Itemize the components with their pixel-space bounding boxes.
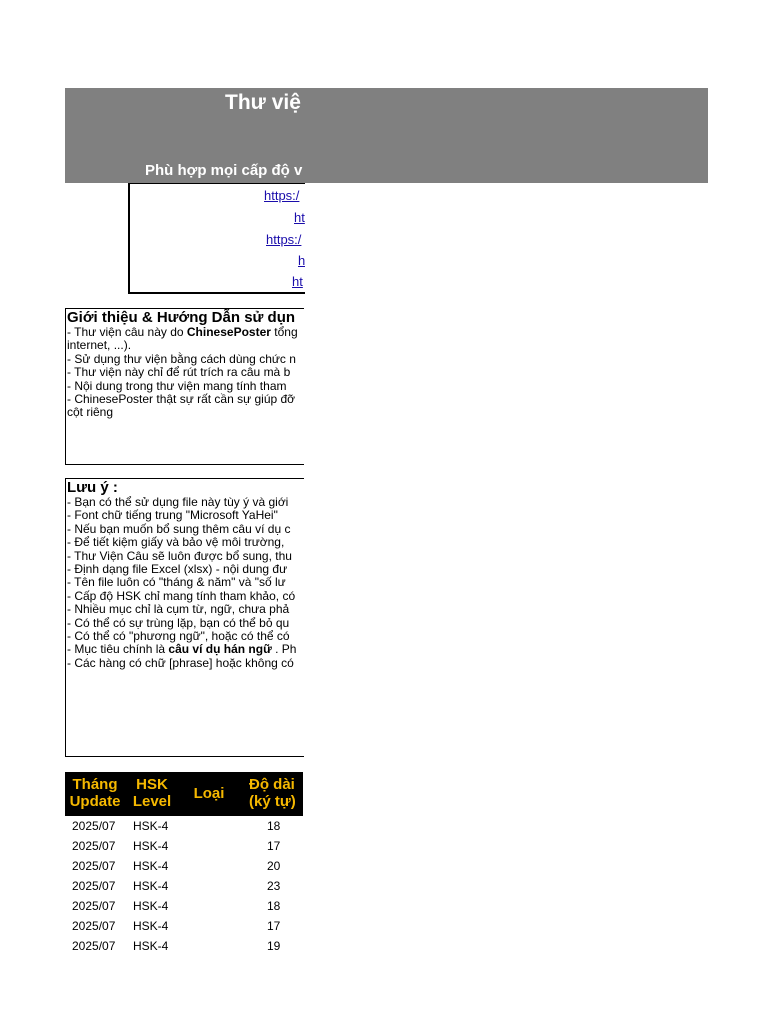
notes-line xyxy=(66,576,304,589)
header-hsk[interactable] xyxy=(127,776,177,810)
notes-line-text: - Font chữ tiếng trung "Microsoft YaHei" xyxy=(67,508,278,523)
cell-length: 23 xyxy=(267,879,281,893)
notes-line xyxy=(66,657,304,670)
notes-line xyxy=(66,617,304,630)
notes-line-text: - Có thể có "phương ngữ", hoặc có thể có xyxy=(67,629,290,644)
intro-title: Giới thiệu & Hướng Dẫn sử dụn xyxy=(67,309,296,326)
notes-line xyxy=(66,590,304,603)
cell-length: 19 xyxy=(267,939,281,953)
notes-title: Lưu ý : xyxy=(67,479,118,496)
cell-month: 2025/07 xyxy=(72,839,116,853)
intro-box xyxy=(65,308,304,465)
intro-line-bold: ChinesePoster xyxy=(186,325,271,339)
cell-month: 2025/07 xyxy=(72,899,116,913)
link-3[interactable]: https:/ xyxy=(266,232,302,247)
cell-length: 18 xyxy=(267,819,281,833)
notes-lines xyxy=(66,496,304,670)
notes-line-text: - Nhiều mục chỉ là cụm từ, ngữ, chưa phả xyxy=(67,602,290,617)
intro-line xyxy=(66,326,304,339)
link-1[interactable]: https:/ xyxy=(264,188,300,203)
banner-title: Thư việ xyxy=(225,91,301,114)
notes-line-text: - Các hàng có chữ [phrase] hoặc không có xyxy=(67,655,294,670)
cell-month: 2025/07 xyxy=(72,879,116,893)
header-month-line1: Tháng xyxy=(72,776,118,793)
intro-line xyxy=(66,339,304,352)
table-row[interactable] xyxy=(65,817,303,837)
notes-line xyxy=(66,630,304,643)
table-row[interactable] xyxy=(65,857,303,877)
banner-subtitle: Phù hợp mọi cấp độ v xyxy=(145,162,303,179)
cell-month: 2025/07 xyxy=(72,819,116,833)
table-row[interactable] xyxy=(65,917,303,937)
intro-line-text: - Thư viện này chỉ để rút trích ra câu mà b xyxy=(67,365,291,380)
cell-month: 2025/07 xyxy=(72,859,116,873)
cell-hsk: HSK-4 xyxy=(133,859,169,873)
notes-line xyxy=(66,496,304,509)
notes-line xyxy=(66,509,304,522)
cell-hsk: HSK-4 xyxy=(133,899,169,913)
cell-length: 17 xyxy=(267,839,281,853)
cell-month: 2025/07 xyxy=(72,939,116,953)
notes-line-text: - Cấp độ HSK chỉ mang tính tham khảo, có xyxy=(67,588,296,603)
intro-line-text: internet, ...). xyxy=(67,338,132,353)
cell-hsk: HSK-4 xyxy=(133,839,169,853)
notes-line-text: - Để tiết kiệm giấy và bảo vệ môi trường, xyxy=(67,535,285,550)
notes-line xyxy=(66,536,304,549)
cell-hsk: HSK-4 xyxy=(133,879,169,893)
table-row[interactable] xyxy=(65,837,303,857)
link-2[interactable]: ht xyxy=(294,210,305,225)
header-length-line1: Độ dài xyxy=(249,776,295,793)
intro-lines xyxy=(66,326,304,420)
notes-line xyxy=(66,523,304,536)
cell-length: 20 xyxy=(267,859,281,873)
title-banner xyxy=(65,88,708,183)
cell-hsk: HSK-4 xyxy=(133,919,169,933)
table-row[interactable] xyxy=(65,897,303,917)
notes-line-text: - Mục tiêu chính là xyxy=(67,642,169,657)
table-row[interactable] xyxy=(65,937,303,957)
notes-line xyxy=(66,563,304,576)
notes-line xyxy=(66,550,304,563)
header-length[interactable] xyxy=(241,776,303,810)
link-5[interactable]: ht xyxy=(292,274,303,289)
cell-length: 17 xyxy=(267,919,281,933)
intro-line-text-end: tổng xyxy=(270,325,298,339)
notes-line-text: - Bạn có thể sử dụng file này tùy ý và giới xyxy=(67,495,289,509)
intro-line xyxy=(66,406,304,419)
cell-month: 2025/07 xyxy=(72,919,116,933)
intro-line xyxy=(66,366,304,379)
notes-line xyxy=(66,603,304,616)
notes-line-text: - Nếu bạn muốn bổ sung thêm câu ví dụ c xyxy=(67,521,291,536)
cell-length: 18 xyxy=(267,899,281,913)
notes-box xyxy=(65,478,304,757)
header-month[interactable] xyxy=(65,776,125,810)
header-month-line2: Update xyxy=(69,793,121,810)
intro-line xyxy=(66,393,304,406)
table-body xyxy=(65,817,303,957)
intro-line-text: - ChinesePoster thật sự rất cần sự giúp đỡ xyxy=(67,392,296,407)
intro-line-text: - Thư viện câu này do xyxy=(67,325,187,339)
intro-line-text: cột riêng xyxy=(67,405,114,420)
notes-line-text: - Thư Viện Câu sẽ luôn được bổ sung, thu xyxy=(67,548,292,563)
link-4[interactable]: h xyxy=(298,253,305,268)
links-visible-area xyxy=(130,184,305,292)
notes-line-text: - Tên file luôn có "tháng & năm" và "số lư xyxy=(67,575,286,590)
table-row[interactable] xyxy=(65,877,303,897)
header-hsk-line2: Level xyxy=(132,793,172,810)
intro-line xyxy=(66,353,304,366)
notes-line-bold: câu ví dụ hán ngữ xyxy=(168,642,272,657)
intro-line-text: - Sử dụng thư viện bằng cách dùng chức n xyxy=(67,351,296,366)
table-header xyxy=(65,772,303,816)
intro-line xyxy=(66,380,304,393)
links-box xyxy=(128,183,305,294)
header-length-line2: (ký tự) xyxy=(249,793,296,810)
header-type[interactable] xyxy=(179,785,239,802)
header-type-line1: Loại xyxy=(193,785,225,802)
header-hsk-line1: HSK xyxy=(136,776,168,793)
notes-line-text-end: . Ph xyxy=(271,642,297,657)
intro-line-text: - Nội dung trong thư viện mang tính tham xyxy=(67,378,287,393)
cell-hsk: HSK-4 xyxy=(133,819,169,833)
notes-line-text: - Có thể có sự trùng lặp, bạn có thể bỏ qu xyxy=(67,615,290,630)
cell-hsk: HSK-4 xyxy=(133,939,169,953)
notes-line xyxy=(66,643,304,656)
banner-visible-area xyxy=(65,88,303,183)
notes-line-text: - Định dạng file Excel (xlsx) - nội dung đư xyxy=(67,562,288,577)
